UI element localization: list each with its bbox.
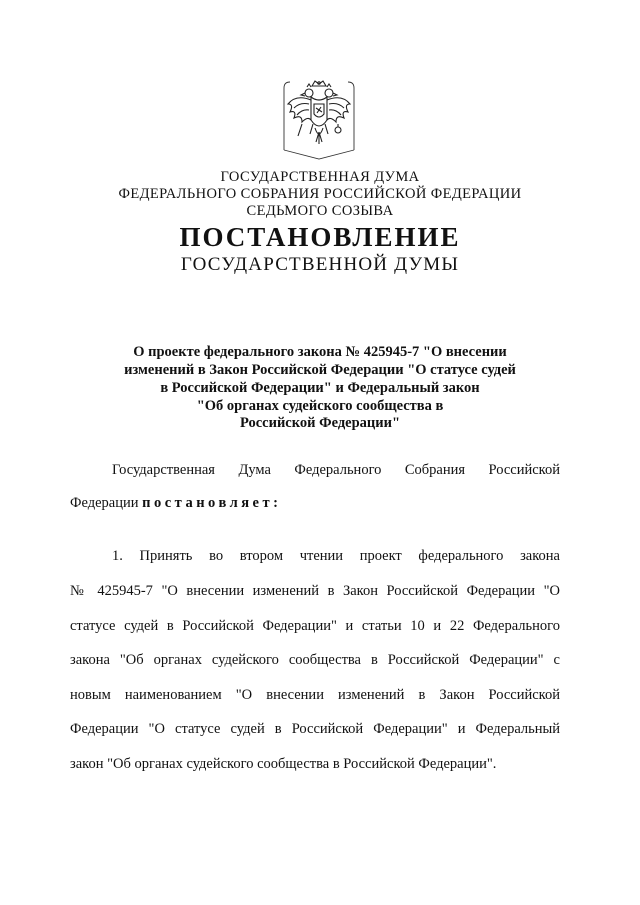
preamble-federation: Федерации: [70, 495, 143, 511]
header-line-3: СЕДЬМОГО СОЗЫВА: [246, 203, 394, 219]
clause1-line-6: Федерации "О статусе судей в Российской Федерации" и Федеральный: [70, 721, 560, 737]
clause1-line-3: статусе судей в Российской Федерации" и статьи 10 и 22 Федерального: [70, 618, 560, 634]
document-title: ПОСТАНОВЛЕНИЕ: [179, 222, 461, 252]
clause1-line-7: закон "Об органах судейского сообщества в Российской Федерации".: [70, 756, 497, 772]
header-line-2: ФЕДЕРАЛЬНОГО СОБРАНИЯ РОССИЙСКОЙ ФЕДЕРАЦИИ: [118, 186, 522, 202]
subject-line-1: О проекте федерального закона № 425945-7 "О внесении: [133, 344, 507, 360]
preamble-line-2: [70, 495, 560, 512]
document-subtitle: ГОСУДАРСТВЕННОЙ ДУМЫ: [180, 254, 460, 275]
subject-line-2: изменений в Закон Российской Федерации "О статусе судей: [124, 362, 516, 378]
header-line-1: ГОСУДАРСТВЕННАЯ ДУМА: [220, 169, 420, 185]
subject-line-3: в Российской Федерации" и Федеральный закон: [160, 380, 480, 396]
clause1-line-4: закона "Об органах судейского сообщества в Российской Федерации" с: [70, 652, 560, 668]
subject-line-4: "Об органах судейского сообщества в: [196, 398, 444, 414]
preamble-resolves: постановляет:: [142, 495, 282, 511]
clause1-line-5: новым наименованием "О внесении изменений в Закон Российской: [70, 687, 560, 703]
clause1-line-1: 1. Принять во втором чтении проект федерального закона: [112, 548, 560, 564]
subject-line-5: Российской Федерации": [239, 415, 401, 431]
preamble-line-1: Государственная Дума Федерального Собрания Российской: [112, 462, 560, 478]
russian-coat-of-arms-icon: [282, 80, 356, 160]
clause1-line-2: № 425945-7 "О внесении изменений в Закон Российской Федерации "О: [70, 583, 560, 599]
